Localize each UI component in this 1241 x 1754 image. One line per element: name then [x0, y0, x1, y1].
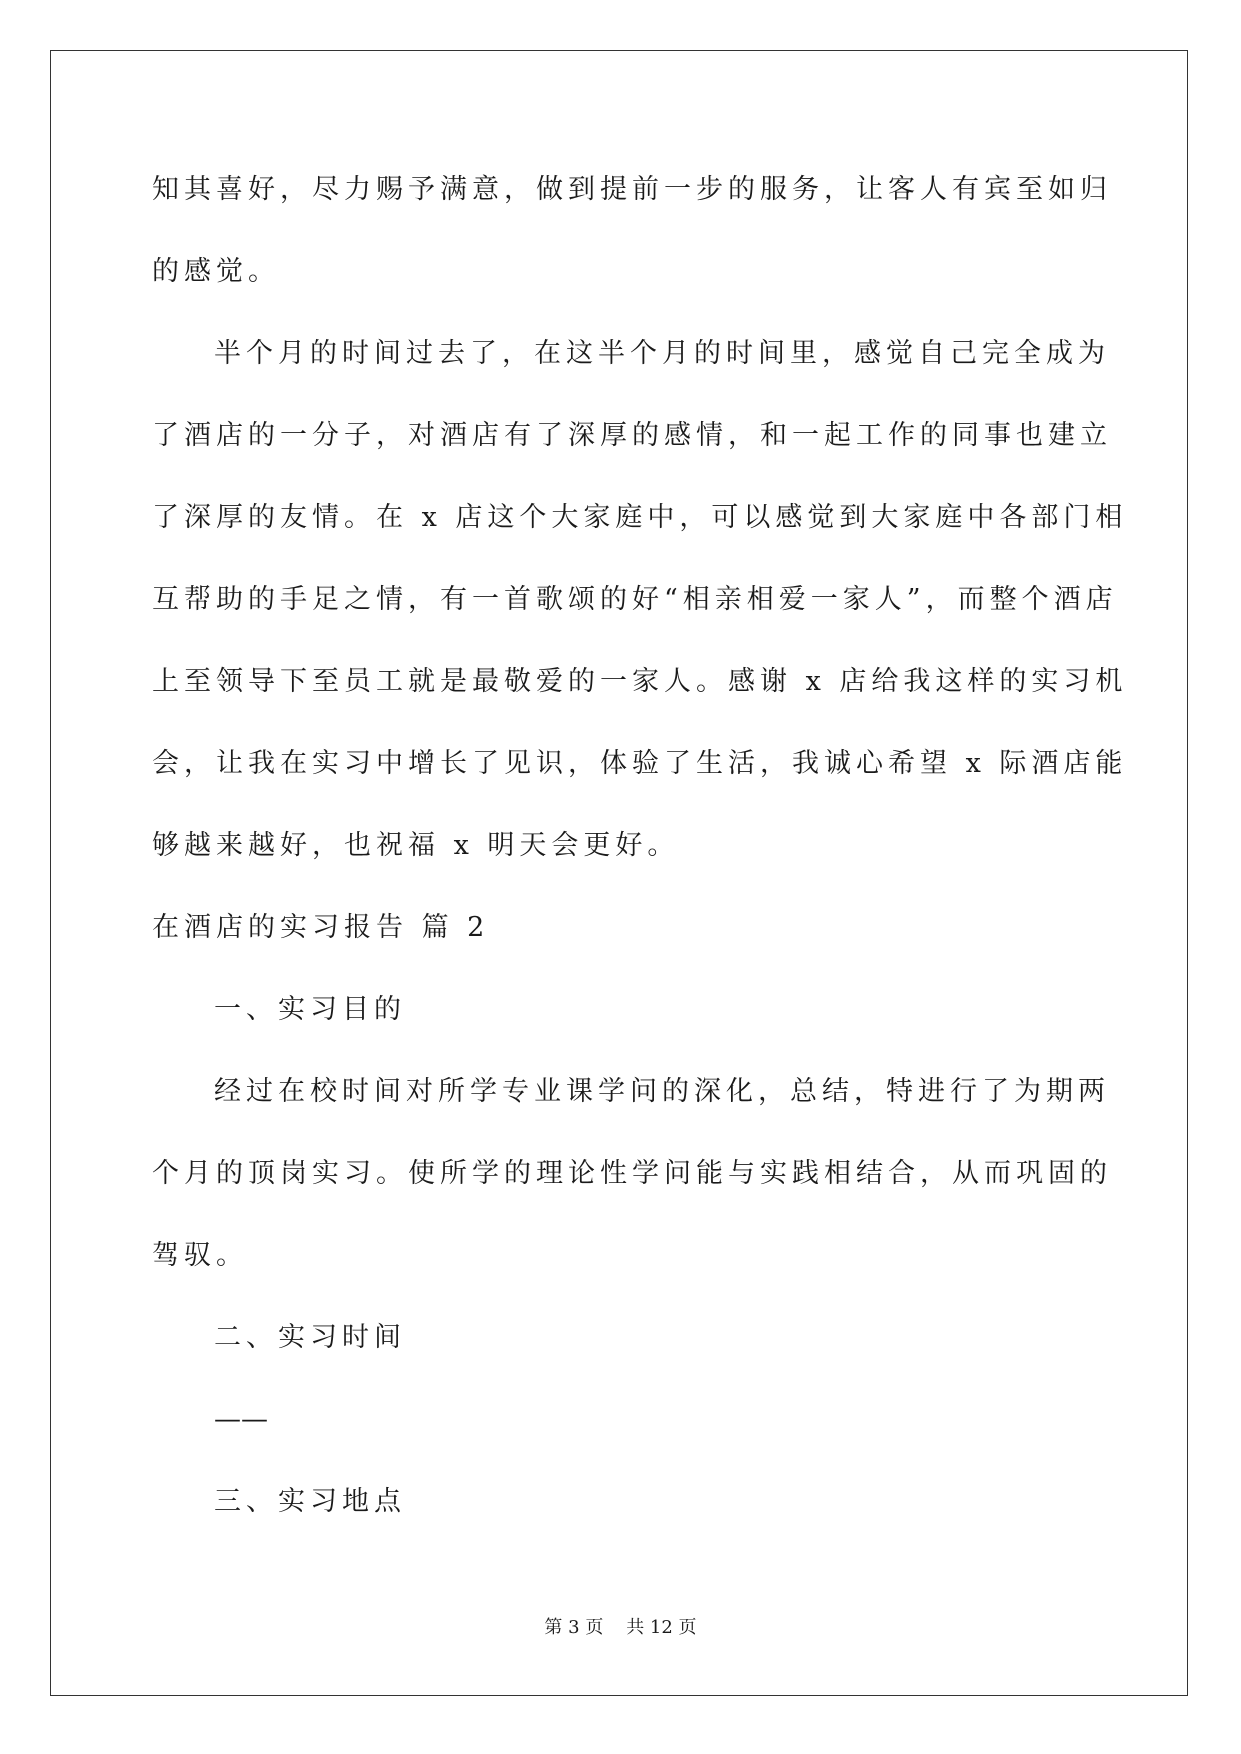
body-text-line: 够越来越好，也祝福 x 明天会更好。	[152, 830, 680, 861]
paragraph-start-line: 半个月的时间过去了，在这半个月的时间里，感觉自己完全成为	[214, 338, 1110, 369]
body-text-line: 上至领导下至员工就是最敬爱的一家人。感谢 x 店给我这样的实习机	[152, 666, 1128, 697]
body-text-line: 互帮助的手足之情，有一首歌颂的好“相亲相爱一家人”，而整个酒店	[152, 584, 1118, 615]
section-title: 在酒店的实习报告 篇 2	[152, 912, 490, 943]
paragraph-start-line: 经过在校时间对所学专业课学问的深化，总结，特进行了为期两	[214, 1076, 1110, 1107]
body-text-line: 会，让我在实习中增长了见识，体验了生活，我诚心希望 x 际酒店能	[152, 748, 1128, 779]
body-text-line: 的感觉。	[152, 256, 280, 287]
body-text-line: 驾驭。	[152, 1240, 248, 1271]
body-text-line: 了酒店的一分子，对酒店有了深厚的感情，和一起工作的同事也建立	[152, 420, 1112, 451]
dash-placeholder: ——	[214, 1404, 268, 1435]
body-text-line: 了深厚的友情。在 x 店这个大家庭中，可以感觉到大家庭中各部门相	[152, 502, 1128, 533]
heading-time: 二、实习时间	[214, 1322, 406, 1353]
body-text-line: 知其喜好，尽力赐予满意，做到提前一步的服务，让客人有宾至如归	[152, 174, 1112, 205]
page-border	[50, 50, 1188, 1696]
heading-location: 三、实习地点	[214, 1486, 406, 1517]
body-text-line: 个月的顶岗实习。使所学的理论性学问能与实践相结合，从而巩固的	[152, 1158, 1112, 1189]
page-footer: 第 3 页 共 12 页	[544, 1617, 697, 1638]
heading-purpose: 一、实习目的	[214, 994, 406, 1025]
